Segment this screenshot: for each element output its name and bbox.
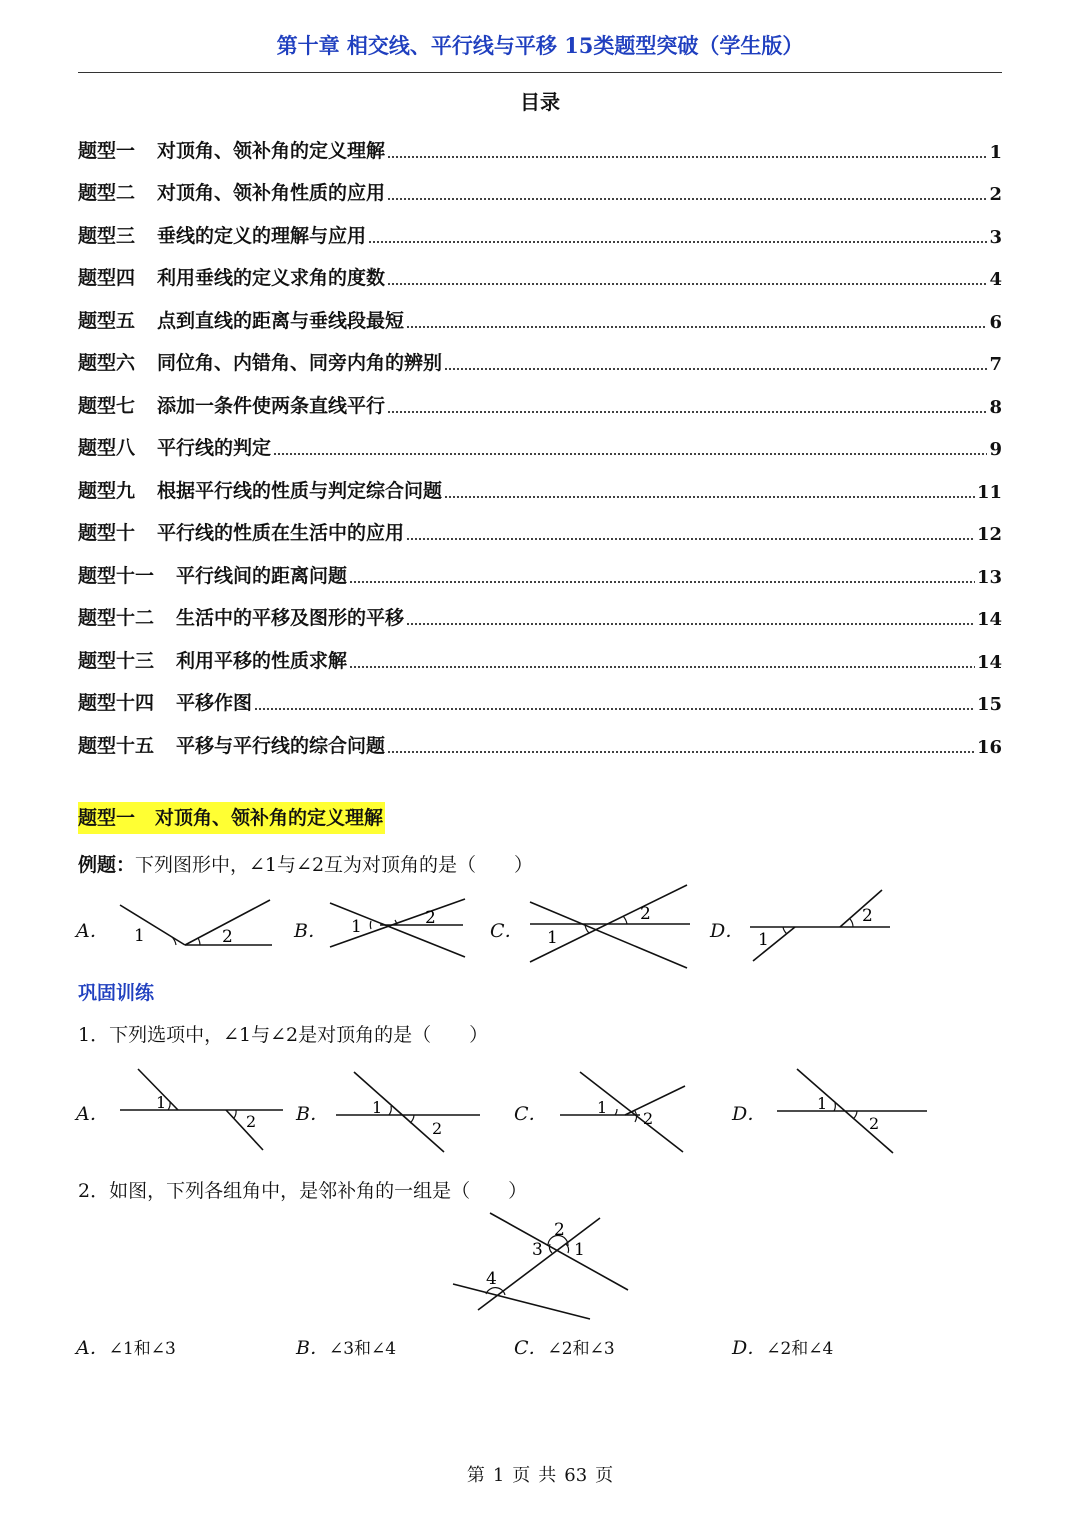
angle-label-1: 1 bbox=[758, 930, 769, 950]
q2-option-a-label: A． bbox=[76, 1337, 109, 1359]
toc-entry[interactable] bbox=[78, 503, 1002, 546]
angle-arc bbox=[783, 927, 787, 934]
angle-label-1: 1 bbox=[574, 1240, 585, 1260]
example-option-b-label: B． bbox=[294, 920, 327, 942]
q1-figure-d bbox=[775, 1065, 930, 1157]
fig-line bbox=[120, 905, 185, 945]
toc-entry[interactable] bbox=[78, 333, 1002, 376]
toc-entry-page: 7 bbox=[989, 354, 1002, 375]
toc-entry-page: 8 bbox=[989, 396, 1002, 418]
angle-label-1: 1 bbox=[134, 926, 145, 946]
section-title-text: 对顶角、领补角的定义理解 bbox=[155, 807, 384, 829]
toc-entry[interactable] bbox=[78, 588, 1002, 631]
fig-line bbox=[840, 890, 882, 927]
toc-entry[interactable] bbox=[78, 630, 1002, 673]
toc-dot-leader bbox=[387, 198, 987, 200]
section-label: 题型一 bbox=[78, 807, 136, 829]
angle-label-2: 2 bbox=[640, 904, 651, 924]
q2-option-b-label: B． bbox=[296, 1337, 329, 1359]
toc-dot-leader bbox=[387, 751, 975, 753]
q2-option-b bbox=[296, 1333, 396, 1360]
toc-entry-title: 生活中的平移及图形的平移 bbox=[176, 607, 405, 629]
footer-word-end: 页 bbox=[595, 1465, 614, 1486]
example-option-d-label: D． bbox=[710, 920, 745, 942]
toc-entry-page: 14 bbox=[976, 609, 1002, 630]
angle-arc bbox=[635, 1111, 636, 1122]
q2-option-d bbox=[732, 1333, 833, 1360]
q1-figure-b bbox=[334, 1068, 484, 1156]
angle-label-2: 2 bbox=[432, 1119, 443, 1138]
toc-dot-leader bbox=[273, 453, 987, 455]
toc-entry-title: 垂线的定义的理解与应用 bbox=[157, 224, 367, 247]
fig-line bbox=[354, 1072, 444, 1152]
toc-entry[interactable] bbox=[78, 248, 1002, 291]
toc-entry-label: 题型二 bbox=[78, 182, 136, 204]
footer-page-number: 1 bbox=[492, 1465, 505, 1486]
angle-label-1: 1 bbox=[372, 1098, 383, 1117]
angle-label-4: 4 bbox=[486, 1269, 497, 1289]
page-footer bbox=[0, 1461, 1080, 1487]
q1-figure-c bbox=[555, 1068, 695, 1156]
fig-line bbox=[226, 1110, 263, 1150]
toc-dot-leader bbox=[406, 538, 975, 540]
toc-entry[interactable] bbox=[78, 715, 1002, 758]
toc-entry-page: 9 bbox=[989, 439, 1002, 460]
angle-arc bbox=[850, 919, 853, 927]
q2-option-b-text: ∠3和∠4 bbox=[328, 1339, 397, 1359]
toc-entry-title: 平移与平行线的综合问题 bbox=[176, 734, 386, 757]
toc-entry-title: 利用平移的性质求解 bbox=[176, 649, 348, 672]
example-figure-b bbox=[325, 895, 470, 960]
angle-label-1: 1 bbox=[351, 917, 362, 937]
angle-arc bbox=[234, 1110, 236, 1118]
angle-label-2: 2 bbox=[862, 906, 873, 926]
toc-entry-label: 题型十四 bbox=[78, 692, 155, 714]
example-figure-c bbox=[525, 880, 695, 972]
toc-entry-label: 题型十二 bbox=[78, 607, 155, 629]
toc-entry[interactable] bbox=[78, 673, 1002, 716]
toc-entry-label: 题型四 bbox=[78, 267, 136, 289]
question-1-text: 1．下列选项中，∠1与∠2是对顶角的是（ ） bbox=[78, 1024, 489, 1046]
example-figure-a bbox=[110, 895, 275, 955]
angle-arc bbox=[410, 1115, 414, 1123]
toc-entry[interactable] bbox=[78, 460, 1002, 503]
toc-entry-page: 13 bbox=[976, 566, 1002, 588]
header-divider bbox=[78, 72, 1002, 73]
practice-heading: 巩固训练 bbox=[78, 982, 155, 1004]
angle-label-3: 3 bbox=[532, 1240, 543, 1260]
document-header-title: 第十章 相交线、平行线与平移 15类题型突破（学生版） bbox=[276, 33, 804, 58]
angle-arc bbox=[623, 916, 627, 924]
q2-option-c-text: ∠2和∠3 bbox=[547, 1339, 615, 1359]
angle-label-1: 1 bbox=[156, 1093, 167, 1112]
toc-entry-title: 点到直线的距离与垂线段最短 bbox=[157, 309, 405, 332]
toc-entry-label: 题型九 bbox=[78, 479, 136, 502]
q1-option-c-label: C． bbox=[514, 1103, 548, 1125]
toc-entry-title: 平行线的性质在生活中的应用 bbox=[157, 522, 405, 544]
fig-line bbox=[453, 1284, 590, 1319]
q1-option-d-label: D． bbox=[732, 1103, 767, 1125]
angle-label-1: 1 bbox=[547, 928, 558, 948]
angle-arc bbox=[370, 921, 371, 929]
angle-label-2: 2 bbox=[246, 1112, 257, 1131]
toc-dot-leader bbox=[349, 581, 975, 583]
angle-label-2: 2 bbox=[869, 1114, 880, 1133]
toc-entry[interactable] bbox=[78, 120, 1002, 163]
q1-option-b-label: B． bbox=[296, 1103, 329, 1125]
q2-option-d-text: ∠2和∠4 bbox=[766, 1339, 834, 1359]
q2-option-a-text: ∠1和∠3 bbox=[108, 1339, 176, 1359]
angle-label-2: 2 bbox=[425, 908, 436, 928]
question-2-text: 2．如图，下列各组角中，是邻补角的一组是（ ） bbox=[78, 1180, 528, 1202]
angle-arc bbox=[834, 1103, 835, 1111]
toc-entry-label: 题型十五 bbox=[78, 734, 155, 757]
q1-option-a-label: A． bbox=[76, 1103, 109, 1125]
toc-entry-title: 对顶角、领补角的定义理解 bbox=[157, 139, 386, 162]
toc-entry-label: 题型三 bbox=[78, 224, 136, 247]
toc-entry-label: 题型六 bbox=[78, 352, 136, 374]
example-text: 下列图形中，∠1与∠2互为对顶角的是（ ） bbox=[135, 854, 534, 876]
toc-dot-leader bbox=[349, 666, 975, 668]
q1-figure-a bbox=[118, 1065, 288, 1155]
toc-dot-leader bbox=[387, 411, 987, 413]
footer-word-of: 页 bbox=[512, 1465, 531, 1486]
toc-entry-label: 题型十一 bbox=[78, 564, 155, 587]
toc-dot-leader bbox=[254, 708, 975, 710]
toc-entry-title: 添加一条件使两条直线平行 bbox=[157, 394, 386, 417]
toc-entry-page: 16 bbox=[976, 736, 1002, 758]
toc-entry-title: 利用垂线的定义求角的度数 bbox=[157, 267, 386, 289]
toc-entry-title: 同位角、内错角、同旁内角的辨别 bbox=[157, 352, 443, 374]
toc-entry-page: 3 bbox=[989, 226, 1002, 248]
toc-entry-page: 11 bbox=[976, 481, 1002, 503]
toc-entry[interactable] bbox=[78, 205, 1002, 248]
toc-entry-title: 平行线间的距离问题 bbox=[176, 564, 348, 587]
angle-arc bbox=[168, 1102, 170, 1110]
toc-entry-title: 对顶角、领补角性质的应用 bbox=[157, 182, 386, 204]
toc-entry[interactable] bbox=[78, 418, 1002, 461]
toc-entry[interactable] bbox=[78, 375, 1002, 418]
angle-arc bbox=[615, 1109, 617, 1115]
angle-arc bbox=[549, 1244, 552, 1253]
angle-label-1: 1 bbox=[597, 1098, 608, 1117]
toc-entry-label: 题型一 bbox=[78, 139, 136, 162]
toc-dot-leader bbox=[406, 623, 975, 625]
toc-entry-page: 14 bbox=[976, 651, 1002, 673]
q2-option-c bbox=[514, 1333, 615, 1360]
toc-entry-title: 根据平行线的性质与判定综合问题 bbox=[157, 479, 443, 502]
toc-entry-page: 15 bbox=[976, 694, 1002, 715]
toc-entry-page: 1 bbox=[989, 141, 1002, 163]
toc-dot-leader bbox=[444, 368, 987, 370]
example-figure-d bbox=[745, 885, 895, 965]
angle-label-2: 2 bbox=[643, 1109, 654, 1128]
example-option-c-label: C． bbox=[490, 920, 524, 942]
q2-option-d-label: D． bbox=[732, 1337, 767, 1359]
toc-dot-leader bbox=[387, 156, 987, 158]
toc-entry-label: 题型十三 bbox=[78, 649, 155, 672]
footer-word-page: 第 bbox=[466, 1465, 485, 1486]
toc-entry-page: 2 bbox=[989, 184, 1002, 205]
angle-arc bbox=[389, 1106, 391, 1115]
angle-label-2: 2 bbox=[222, 927, 233, 947]
angle-label-1: 1 bbox=[817, 1094, 828, 1113]
table-of-contents bbox=[78, 120, 1002, 758]
toc-entry-page: 6 bbox=[989, 311, 1002, 333]
fig-line bbox=[625, 1086, 685, 1115]
toc-dot-leader bbox=[406, 326, 987, 328]
toc-entry-label: 题型七 bbox=[78, 394, 136, 417]
toc-entry-page: 4 bbox=[989, 269, 1002, 290]
toc-entry-label: 题型八 bbox=[78, 437, 136, 459]
toc-dot-leader bbox=[387, 283, 987, 285]
toc-entry-label: 题型十 bbox=[78, 522, 136, 544]
toc-entry-label: 题型五 bbox=[78, 309, 136, 332]
example-prefix: 例题： bbox=[78, 854, 136, 876]
footer-word-total: 共 bbox=[538, 1465, 557, 1486]
angle-label-2: 2 bbox=[554, 1220, 565, 1240]
toc-entry[interactable] bbox=[78, 290, 1002, 333]
toc-entry[interactable] bbox=[78, 545, 1002, 588]
q2-option-c-label: C． bbox=[514, 1337, 548, 1359]
toc-dot-leader bbox=[368, 241, 987, 243]
angle-arc bbox=[853, 1111, 857, 1119]
toc-entry-title: 平移作图 bbox=[176, 692, 253, 714]
toc-heading: 目录 bbox=[520, 90, 560, 114]
toc-entry-page: 12 bbox=[976, 524, 1002, 545]
example-question bbox=[78, 850, 533, 877]
angle-arc bbox=[198, 938, 200, 945]
footer-total-pages: 63 bbox=[564, 1465, 588, 1486]
toc-entry-title: 平行线的判定 bbox=[157, 437, 272, 459]
section-title-highlighted bbox=[78, 802, 385, 834]
toc-entry[interactable] bbox=[78, 163, 1002, 206]
example-option-a-label: A． bbox=[76, 920, 109, 942]
q2-figure bbox=[450, 1208, 635, 1323]
toc-dot-leader bbox=[444, 496, 975, 498]
q2-option-a bbox=[76, 1333, 176, 1360]
